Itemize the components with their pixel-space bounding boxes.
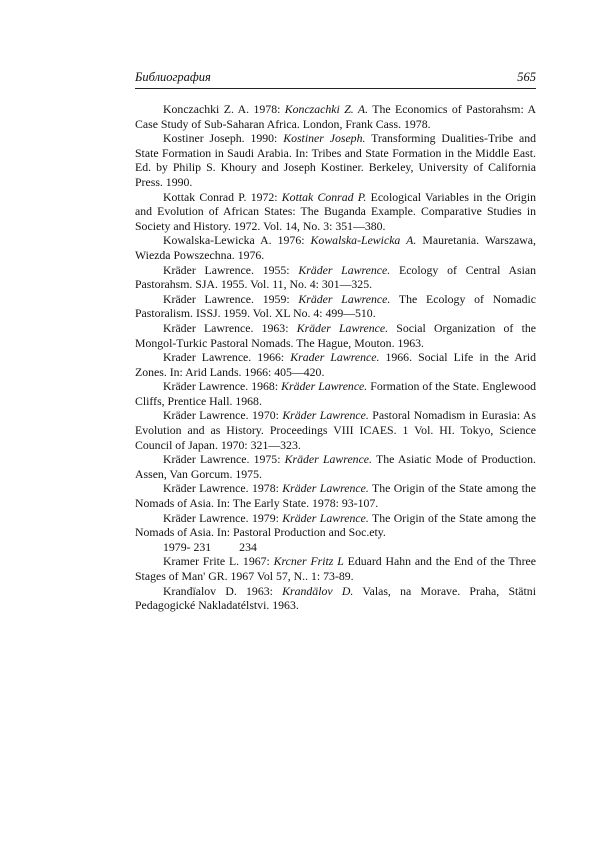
- running-header-title: Библиография: [135, 70, 211, 84]
- bibliography-entry: Krandïalov D. 1963: Krandälov D. Valas, na Morave. Praha, Stätni Pedagogické Nakladatélstvi. 1963.: [135, 583, 536, 613]
- bibliography-entry: Kräder Lawrence. 1959: Kräder Lawrence. The Ecology of Nomadic Pastoralism. ISSJ. 1959. Vol. XL No. 4: 499—510.: [135, 291, 536, 321]
- page-number: 565: [517, 70, 536, 84]
- bibliography-entry-fragment: 1979- 231 234: [163, 539, 257, 554]
- bibliography-list: [135, 102, 536, 613]
- bibliography-page: [135, 70, 536, 613]
- bibliography-entry: Kottak Conrad P. 1972: Kottak Conrad P. Ecological Variables in the Origin and Evolution of African States: The Buganda Example. Comparative Studies in Society and History. 1972. Vol. 14, No. 3: 351—380.: [135, 189, 536, 233]
- bibliography-entry: Kräder Lawrence. 1979: Kräder Lawrence. The Origin of the State among the Nomads of Asia. In: Pastoral Production and Soc.ety.: [135, 510, 536, 540]
- bibliography-entry: Kräder Lawrence. 1968: Kräder Lawrence. Formation of the State. Englewood Cliffs, Prentice Hall. 1968.: [135, 379, 536, 408]
- bibliography-entry: Krader Lawrence. 1966: Krader Lawrence. 1966. Social Life in the Arid Zones. In: Arid Lands. 1966: 405—420.: [135, 350, 536, 379]
- bibliography-entry: Kowalska-Lewicka A. 1976: Kowalska-Lewicka A. Mauretania. Warszawa, Wiezda Powszechna. 1976.: [135, 233, 536, 262]
- bibliography-entry: Kräder Lawrence. 1963: Kräder Lawrence. Social Organization of the Mongol-Turkic Pastoral Nomads. The Hague, Mouton. 1963.: [135, 320, 536, 350]
- bibliography-entry: Kräder Lawrence. 1978: Kräder Lawrence. The Origin of the State among the Nomads of Asia. In: The Early State. 1978: 93-107.: [135, 481, 536, 511]
- bibliography-entry: Kostiner Joseph. 1990: Kostiner Joseph. Transforming Dualities-Tribe and State Formation in Saudi Arabia. In: Tribes and State Formation in the Middle East. Ed. by Philip S. Khoury and Joseph Kostiner. Berkeley, University of California Press. 1990.: [135, 131, 536, 189]
- bibliography-entry: Konczachki Z. A. 1978: Konczachki Z. A. The Economics of Pastorahsm: A Case Study of Sub-Saharan Africa. London, Frank Cass. 1978.: [135, 102, 536, 131]
- bibliography-entry: Kramer Frite L. 1967: Krcner Fritz L Eduard Hahn and the End of the Three Stages of Man' GR. 1967 Vol 57, N.. 1: 73-89.: [135, 554, 536, 583]
- bibliography-entry: Kräder Lawrence. 1955: Kräder Lawrence. Ecology of Central Asian Pastorahsm. SJA. 1955. Vol. 11, No. 4: 301—325.: [135, 262, 536, 292]
- bibliography-entry: Kräder Lawrence. 1970: Kräder Lawrence. Pastoral Nomadism in Eurasia: As Evolution and as History. Proceedings VIII ICAES. 1 Vol. HI. Tokyo, Science Council of Japan. 1970: 321—323.: [135, 408, 536, 452]
- running-header: [135, 70, 536, 89]
- bibliography-entry: Kräder Lawrence. 1975: Kräder Lawrence. The Asiatic Mode of Production. Assen, Van Gorcum. 1975.: [135, 452, 536, 481]
